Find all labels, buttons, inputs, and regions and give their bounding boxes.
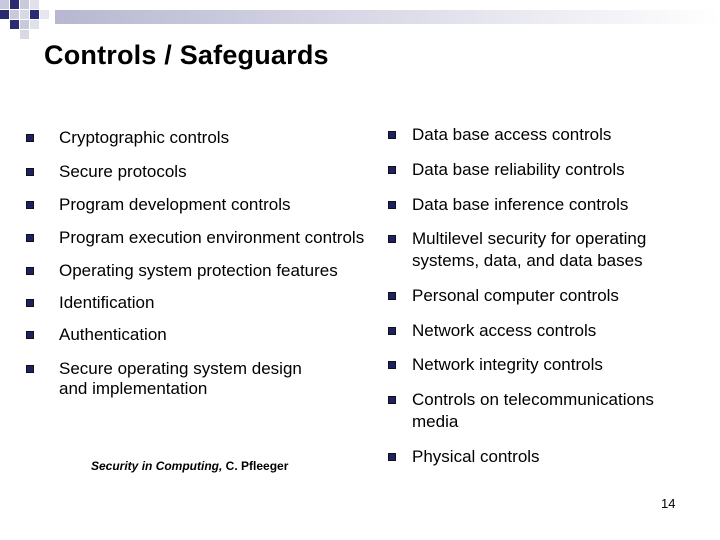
list-item: Controls on telecommunications [412, 390, 654, 409]
bullet-icon [26, 134, 34, 142]
bullet-icon [26, 234, 34, 242]
list-item: Data base access controls [412, 125, 612, 144]
bullet-icon [26, 267, 34, 275]
bullet-icon [26, 168, 34, 176]
list-item: Authentication [59, 325, 167, 344]
list-item: Program development controls [59, 195, 291, 214]
citation-book: Security in Computing, [91, 459, 223, 473]
header-decoration [0, 0, 720, 44]
list-item: Physical controls [412, 447, 540, 466]
bullet-icon [388, 201, 396, 209]
bullet-icon [388, 166, 396, 174]
bullet-icon [388, 396, 396, 404]
list-item: Identification [59, 293, 155, 312]
bullet-icon [388, 453, 396, 461]
citation-author: C. Pfleeger [222, 459, 289, 473]
list-item-continuation: systems, data, and data bases [412, 251, 643, 270]
page-number: 14 [661, 496, 676, 511]
list-item: Secure operating system design [59, 359, 302, 378]
list-item: Program execution environment controls [59, 228, 365, 247]
slide-title: Controls / Safeguards [44, 40, 329, 70]
list-item: Network access controls [412, 321, 597, 340]
list-item: Cryptographic controls [59, 128, 230, 147]
list-item: Data base inference controls [412, 195, 629, 214]
list-item-continuation: and implementation [59, 379, 208, 398]
list-item: Data base reliability controls [412, 160, 625, 179]
list-item: Operating system protection features [59, 261, 338, 280]
bullet-icon [26, 365, 34, 373]
bullet-icon [388, 327, 396, 335]
bullet-icon [26, 331, 34, 339]
list-item: Multilevel security for operating [412, 229, 647, 248]
list-item: Network integrity controls [412, 355, 603, 374]
bullet-icon [388, 235, 396, 243]
bullet-icon [26, 299, 34, 307]
header-bar [55, 10, 720, 24]
list-item: Personal computer controls [412, 286, 619, 305]
bullet-icon [388, 361, 396, 369]
citation [91, 459, 288, 473]
list-item-continuation: media [412, 412, 459, 431]
list-item: Secure protocols [59, 162, 187, 181]
bullet-icon [388, 131, 396, 139]
bullet-icon [388, 292, 396, 300]
bullet-icon [26, 201, 34, 209]
